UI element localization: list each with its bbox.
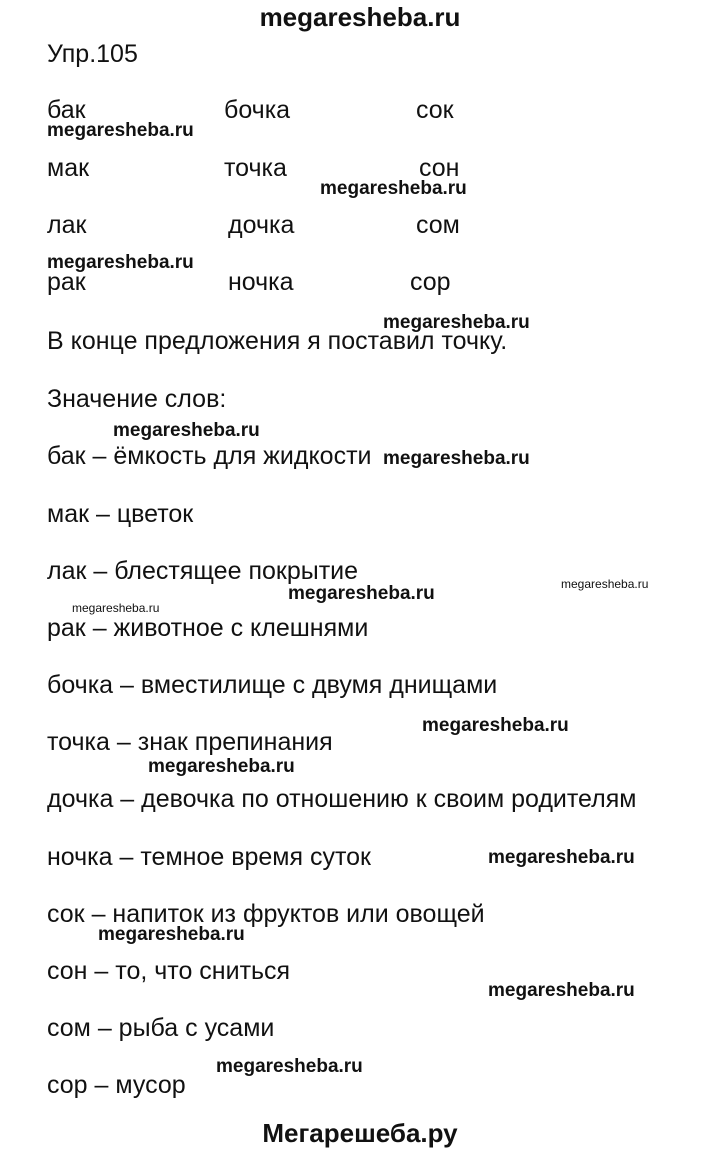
site-header: megaresheba.ru [259, 2, 461, 32]
meaning-line: сок – напиток из фруктов или овощей [47, 900, 485, 928]
meanings-heading: Значение слов: [47, 385, 227, 413]
meaning-line: мак – цветок [47, 500, 194, 528]
watermark: megaresheba.ru [98, 924, 245, 945]
meaning-line: дочка – девочка по отношению к своим родителям [47, 785, 637, 813]
watermark: megaresheba.ru [383, 448, 530, 469]
grid-word: ночка [228, 268, 294, 296]
watermark: megaresheba.ru [488, 847, 635, 868]
grid-word: мак [47, 154, 90, 182]
site-footer: Мегарешеба.ру [262, 1118, 458, 1148]
meaning-line: сор – мусор [47, 1071, 186, 1099]
meaning-line: сом – рыба с усами [47, 1014, 275, 1042]
grid-word: точка [224, 154, 287, 182]
watermark: megaresheba.ru [288, 583, 435, 604]
meaning-line: точка – знак препинания [47, 728, 333, 756]
watermark: megaresheba.ru [148, 756, 295, 777]
grid-word: сон [419, 154, 460, 182]
watermark: megaresheba.ru [72, 601, 160, 615]
watermark: megaresheba.ru [216, 1056, 363, 1077]
watermark: megaresheba.ru [47, 252, 194, 273]
meaning-line: сон – то, что сниться [47, 957, 291, 985]
grid-word: дочка [228, 211, 295, 239]
watermark: megaresheba.ru [422, 715, 569, 736]
meaning-line: ночка – темное время суток [47, 843, 371, 871]
watermark: megaresheba.ru [113, 420, 260, 441]
grid-word: рак [47, 268, 86, 296]
example-sentence: В конце предложения я поставил точку. [47, 327, 508, 355]
grid-word: сом [416, 211, 460, 239]
watermark: megaresheba.ru [561, 577, 649, 591]
watermark: megaresheba.ru [320, 178, 467, 199]
meaning-line: бак – ёмкость для жидкости [47, 442, 372, 470]
exercise-title: Упр.105 [47, 40, 138, 68]
grid-word: бак [47, 96, 86, 124]
grid-word: лак [47, 211, 87, 239]
grid-word: бочка [224, 96, 291, 124]
meaning-line: лак – блестящее покрытие [47, 557, 359, 585]
watermark: megaresheba.ru [383, 312, 530, 333]
watermark: megaresheba.ru [488, 980, 635, 1001]
watermark: megaresheba.ru [47, 120, 194, 141]
grid-word: сор [410, 268, 451, 296]
meaning-line: рак – животное с клешнями [47, 614, 369, 642]
meaning-line: бочка – вместилище с двумя днищами [47, 671, 498, 699]
grid-word: сок [416, 96, 454, 124]
